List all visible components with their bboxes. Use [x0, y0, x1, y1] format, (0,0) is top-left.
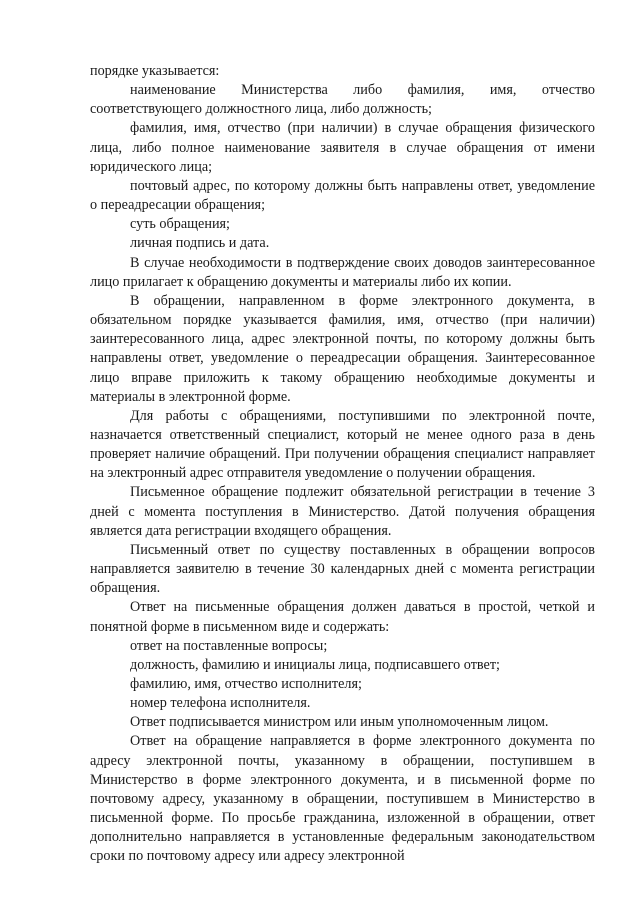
list-item: номер телефона исполнителя. — [130, 695, 311, 712]
list-item: личная подпись и дата. — [130, 235, 270, 252]
paragraph: Ответ подписывается министром или иным уполномоченным лицом. — [130, 714, 549, 731]
paragraph: Письменное обращение подлежит обязательной регистрации в течение 3 дней с момента поступления в Министерство. Датой получения обращения является дата регистрации входящего обращения. — [90, 484, 595, 539]
paragraph: Для работы с обращениями, поступившими по электронной почте, назначается ответственный специалист, который не менее одного раза в день проверяет наличие обращений. При получении обращения специалист направляет на электронный адрес отправителя уведомление о получении обращения. — [90, 407, 595, 482]
paragraph: Ответ на письменные обращения должен даваться в простой, четкой и понятной форме в письменном виде и содержать: — [90, 599, 595, 635]
list-item: должность, фамилию и инициалы лица, подписавшего ответ; — [130, 656, 500, 673]
paragraph: В обращении, направленном в форме электронного документа, в обязательном порядке указывается фамилия, имя, отчество (при наличии) заинтересованного лица, адрес электронной почты, по которому должны быть направлены ответ, уведомление о переадресации обращения. Заинтересованное лицо вправе приложить к такому обращению необходимые документы и материалы в электронной форме. — [90, 292, 595, 405]
list-item: фамилия, имя, отчество (при наличии) в случае обращения физического лица, либо полное наименование заявителя в случае обращения от имени юридического лица; — [90, 120, 595, 175]
list-item: наименование Министерства либо фамилия, имя, отчество соответствующего должностного лица, либо должность; — [90, 82, 595, 118]
paragraph: Письменный ответ по существу поставленных в обращении вопросов направляется заявителю в течение 30 календарных дней с момента регистрации обращения. — [90, 541, 595, 597]
paragraph: порядке указывается: — [90, 63, 220, 79]
list-item: фамилию, имя, отчество исполнителя; — [130, 676, 362, 692]
list-item: ответ на поставленные вопросы; — [130, 637, 328, 654]
paragraph: В случае необходимости в подтверждение своих доводов заинтересованное лицо прилагает к обращению документы и материалы либо их копии. — [90, 254, 595, 290]
document-page — [90, 62, 595, 867]
list-item: суть обращения; — [130, 216, 230, 233]
list-item: почтовый адрес, по которому должны быть направлены ответ, уведомление о переадресации обращения; — [90, 177, 595, 214]
paragraph: Ответ на обращение направляется в форме электронного документа по адресу электронной почты, указанному в обращении, поступившем в Министерство в форме электронного документа, и в письменной форме по почтовому адресу, указанному в обращении, поступившем в Министерство в письменной форме. По просьбе гражданина, изложенной в обращении, ответ дополнительно направляется в установленные федеральным законодательством сроки по почтовому адресу или адресу электронной — [90, 733, 595, 865]
